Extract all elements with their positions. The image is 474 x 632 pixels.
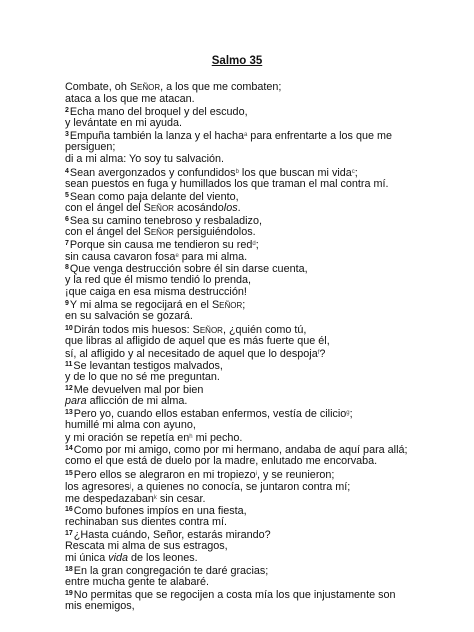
- verse-text: ¿Hasta cuándo, Señor, estarás mirando?: [73, 528, 271, 541]
- text-line: [65, 407, 465, 419]
- footnote-marker: g: [346, 410, 350, 417]
- text-line: [65, 202, 465, 214]
- text-line: [65, 93, 465, 105]
- text-line: [65, 371, 465, 383]
- verse-text: ?: [319, 347, 326, 360]
- verse-text: vida: [108, 552, 129, 565]
- verse-text: mis enemigos,: [65, 600, 135, 613]
- verse-text: ;: [354, 166, 358, 179]
- text-line: [65, 238, 465, 250]
- verse-text: Se levantan testigos malvados,: [73, 359, 223, 372]
- text-line: [65, 480, 465, 492]
- text-line: [65, 166, 465, 178]
- verse-number: 17: [65, 529, 73, 537]
- verse-text: Pero ellos se alegraron en mi tropiezo: [73, 468, 256, 481]
- verse-text: ataca a los que me atacan.: [65, 93, 195, 106]
- footnote-marker: k: [153, 494, 157, 501]
- verse-number: 8: [65, 264, 69, 272]
- verse-text: mi única: [65, 552, 109, 565]
- verse-text: En la gran congregación te daré gracias;: [73, 565, 269, 578]
- text-line: [65, 540, 465, 552]
- verse-text: mi pecho.: [192, 432, 243, 445]
- text-line: [65, 250, 465, 262]
- divine-name: Señor: [143, 201, 174, 214]
- verse-text: persiguen;: [65, 141, 116, 154]
- verse-text: Y mi alma se regocijará en el: [69, 299, 212, 312]
- verse-text: Pero yo, cuando ellos estaban enfermos, vestía de cilicio: [73, 408, 347, 421]
- psalm-text: [65, 81, 465, 612]
- verse-number: 18: [65, 566, 73, 574]
- text-line: [65, 395, 465, 407]
- verse-text: ¡que caiga en esa misma destrucción!: [65, 286, 247, 299]
- verse-number: 14: [65, 445, 73, 453]
- footnote-marker: a: [243, 132, 248, 139]
- verse-number: 10: [65, 324, 73, 332]
- text-line: [65, 298, 465, 310]
- text-line: [65, 190, 465, 202]
- verse-text: para: [65, 395, 87, 408]
- verse-text: Porque sin causa me tendieron su red: [69, 239, 253, 252]
- text-line: [65, 117, 465, 129]
- verse-text: sean puestos en fuga y humillados los que traman el mal contra mí.: [65, 177, 389, 190]
- verse-text: ;: [255, 239, 259, 252]
- verse-text: como el que está de duelo por la madre, enlutado me encorvaba.: [65, 455, 378, 468]
- text-line: [65, 81, 465, 93]
- text-line: [65, 141, 465, 153]
- verse-text: aflicción de mi alma.: [86, 395, 188, 408]
- text-line: [65, 262, 465, 274]
- verse-number: 9: [65, 300, 69, 308]
- text-line: [65, 516, 465, 528]
- verse-text: Sean como paja delante del viento,: [69, 190, 239, 203]
- verse-text: Echa mano del broquel y del escudo,: [69, 106, 248, 119]
- verse-text: Me devuelven mal por bien: [73, 383, 204, 396]
- verse-number: 6: [65, 215, 69, 223]
- text-line: [65, 359, 465, 371]
- text-line: [65, 129, 465, 141]
- footnote-marker: c: [351, 168, 355, 175]
- divine-name: Señor: [129, 81, 161, 93]
- verse-text: los que buscan mi vida: [238, 166, 352, 179]
- verse-text: Rescata mi alma de sus estragos,: [65, 539, 228, 552]
- footnote-marker: f: [317, 349, 320, 356]
- verse-text: Dirán todos mis huesos:: [73, 323, 193, 336]
- verse-text: y levántate en mi ayuda.: [65, 117, 183, 130]
- verse-number: 12: [65, 384, 73, 392]
- verse-text: que libras al afligido de aquel que es más fuerte que él,: [65, 334, 330, 347]
- verse-text: para mi alma.: [178, 251, 248, 264]
- verse-text: humillé mi alma con ayuno,: [65, 419, 196, 432]
- text-line: [65, 153, 465, 165]
- verse-text: los agresores: [65, 480, 130, 493]
- text-line: [65, 286, 465, 298]
- verse-text: para enfrentarte a los que me: [247, 130, 392, 143]
- verse-text: Que venga destrucción sobre él sin darse cuenta,: [69, 263, 308, 276]
- footnote-marker: i: [255, 470, 257, 477]
- text-line: [65, 383, 465, 395]
- text-line: [65, 335, 465, 347]
- verse-text: ;: [349, 408, 353, 421]
- verse-text: , a quienes no conocía, se juntaron contra mí;: [131, 480, 351, 493]
- text-line: [65, 323, 465, 335]
- text-line: [65, 431, 465, 443]
- verse-text: .: [237, 201, 241, 214]
- text-line: [65, 588, 465, 600]
- verse-text: persiguiéndolos.: [173, 225, 256, 238]
- verse-text: sí, al afligido y al necesitado de aquel que lo despoja: [65, 347, 318, 360]
- text-line: [65, 528, 465, 540]
- verse-text: rechinaban sus dientes contra mí.: [65, 515, 228, 528]
- text-line: [65, 105, 465, 117]
- divine-name: Señor: [211, 299, 243, 312]
- text-line: [65, 455, 465, 467]
- verse-number: 5: [65, 191, 69, 199]
- text-line: [65, 226, 465, 238]
- verse-text: Sea su camino tenebroso y resbaladizo,: [69, 214, 262, 227]
- verse-text: me despedazaban: [65, 492, 154, 505]
- verse-number: 19: [65, 590, 73, 598]
- verse-number: 7: [65, 240, 69, 248]
- divine-name: Señor: [143, 225, 174, 238]
- footnote-marker: d: [252, 241, 256, 248]
- verse-text: Sean avergonzados y confundidos: [69, 166, 236, 179]
- footnote-marker: b: [235, 168, 239, 175]
- footnote-marker: h: [189, 434, 193, 441]
- verse-text: con el ángel del: [65, 225, 144, 238]
- verse-text: en su salvación se gozará.: [65, 310, 193, 323]
- verse-text: sin causa cavaron fosa: [65, 251, 176, 264]
- text-line: [65, 552, 465, 564]
- page-title: Salmo 35: [211, 55, 263, 67]
- verse-text: los: [223, 201, 238, 214]
- verse-number: 4: [65, 167, 69, 175]
- text-line: [65, 419, 465, 431]
- text-line: [65, 310, 465, 322]
- text-line: [65, 178, 465, 190]
- verse-text: y la red que él mismo tendió lo prenda,: [65, 274, 252, 287]
- text-line: [65, 504, 465, 516]
- text-line: [65, 600, 465, 612]
- verse-text: No permitas que se regocijen a costa mía los que injustamente son: [73, 589, 396, 602]
- text-line: [65, 214, 465, 226]
- verse-number: 16: [65, 505, 73, 513]
- text-line: [65, 492, 465, 504]
- verse-text: Empuña también la lanza y el hacha: [69, 130, 244, 143]
- divine-name: Señor: [192, 323, 223, 336]
- verse-text: de los leones.: [128, 552, 198, 565]
- text-line: [65, 564, 465, 576]
- verse-text: Combate, oh: [65, 81, 130, 93]
- verse-number: 13: [65, 409, 73, 417]
- footnote-marker: e: [175, 253, 179, 260]
- verse-number: 3: [65, 131, 69, 139]
- verse-text: , a los que me combaten;: [160, 81, 282, 93]
- footnote-marker: j: [129, 482, 132, 489]
- text-line: [65, 576, 465, 588]
- verse-number: 2: [65, 107, 69, 115]
- verse-text: y mi oración se repetía en: [65, 432, 190, 445]
- verse-text: acosándo: [173, 201, 224, 214]
- verse-text: Como bufones impíos en una fiesta,: [73, 504, 247, 517]
- verse-text: con el ángel del: [65, 201, 144, 214]
- verse-number: 11: [65, 360, 73, 368]
- verse-text: di a mi alma: Yo soy tu salvación.: [65, 153, 225, 166]
- text-line: [65, 274, 465, 286]
- verse-text: Como por mi amigo, como por mi hermano, andaba de aquí para allá;: [73, 444, 408, 457]
- verse-text: sin cesar.: [156, 492, 206, 505]
- verse-text: , y se reunieron;: [257, 468, 335, 481]
- verse-text: y de lo que no sé me preguntan.: [65, 370, 220, 383]
- verse-number: 15: [65, 469, 73, 477]
- verse-text: entre mucha gente te alabaré.: [65, 576, 210, 589]
- text-line: [65, 468, 465, 480]
- text-line: [65, 443, 465, 455]
- verse-text: , ¿quién como tú,: [222, 323, 307, 336]
- verse-text: ;: [242, 299, 246, 312]
- text-line: [65, 347, 465, 359]
